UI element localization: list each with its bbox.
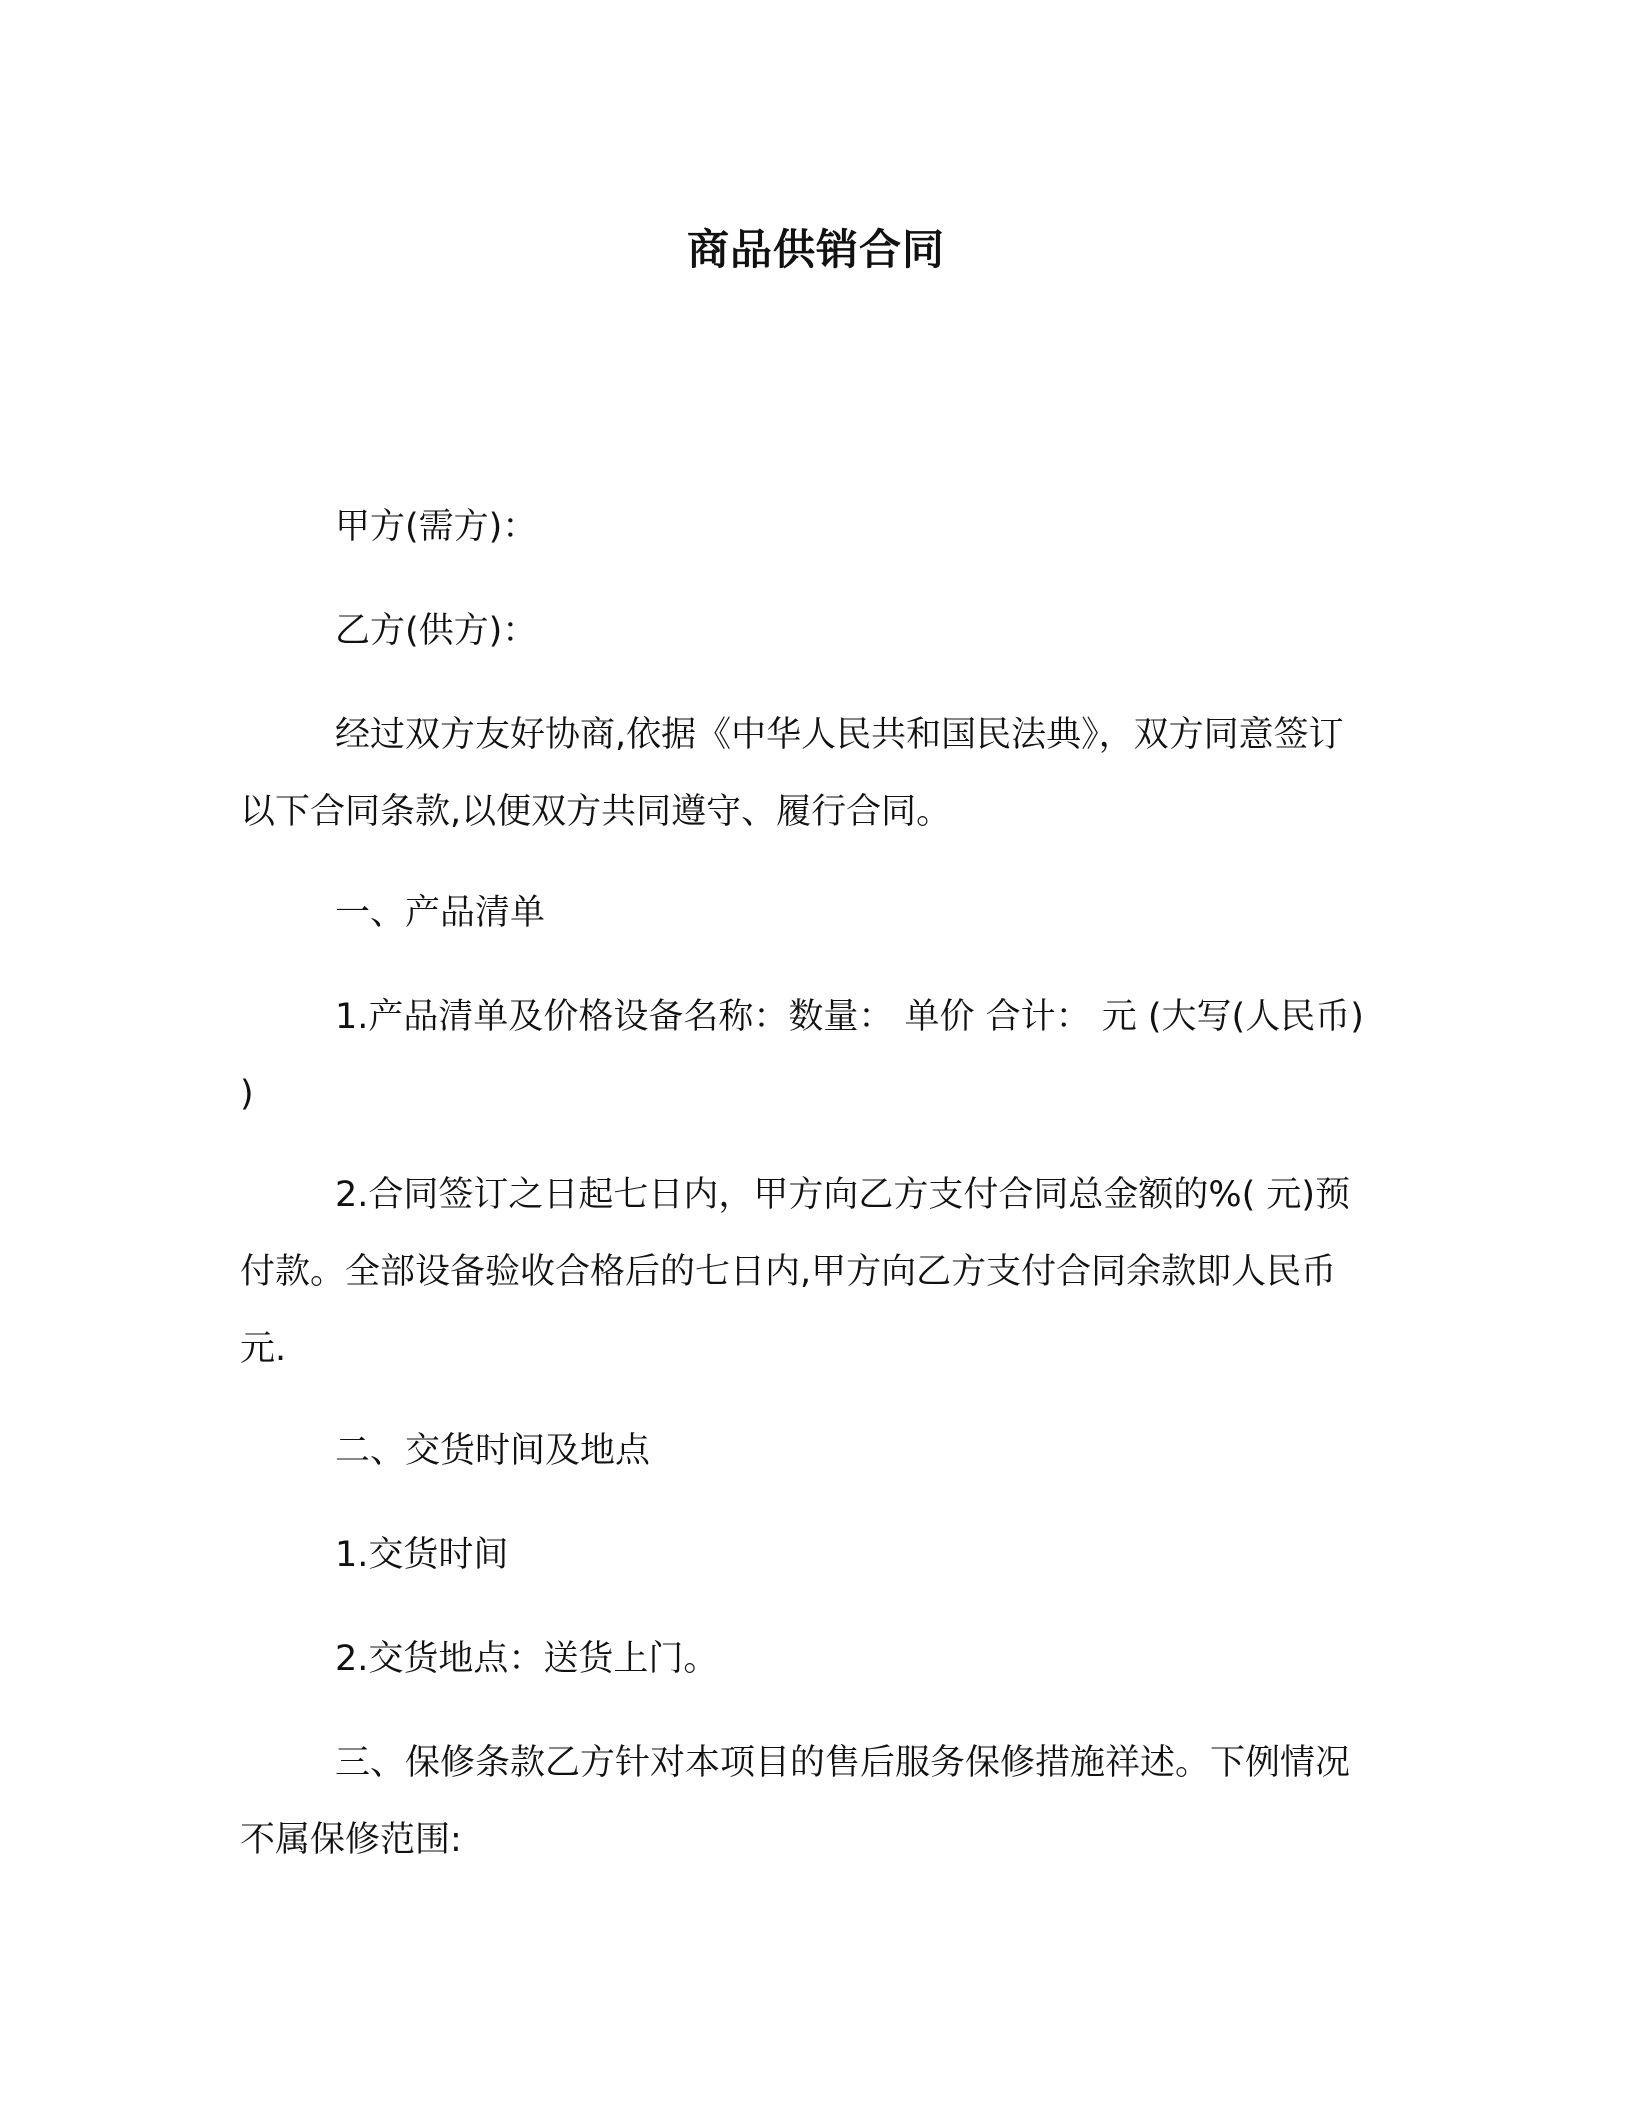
clause-delivery-time: 1.交货时间 [335, 1535, 509, 1575]
clause-payment: 2.合同签订之日起七日内，甲方向乙方支付合同总金额的%( 元)预付款。全部设备验收合格后的七日内,甲方向乙方支付合同余款即人民币 元. [240, 1175, 1351, 1369]
party-a-line: 甲方(需方)： [335, 507, 538, 547]
clause-delivery-place: 2.交货地点：送货上门。 [335, 1639, 719, 1679]
section-heading-delivery: 二、交货时间及地点 [335, 1431, 651, 1471]
clause-product-list-price: 1.产品清单及价格设备名称：数量： 单价 合计： 元 (大写(人民币) ) [240, 997, 1364, 1114]
intro-paragraph: 经过双方友好协商,依据《中华人民共和国民法典》，双方同意签订以下合同条款,以便双方共同遵守、履行合同。 [240, 715, 1344, 832]
document-title: 商品供销合同 [686, 225, 945, 274]
section-heading-warranty: 三、保修条款乙方针对本项目的售后服务保修措施祥述。下例情况不属保修范围: [240, 1743, 1351, 1860]
section-heading-product-list: 一、产品清单 [335, 893, 546, 933]
party-b-line: 乙方(供方)： [335, 611, 538, 651]
